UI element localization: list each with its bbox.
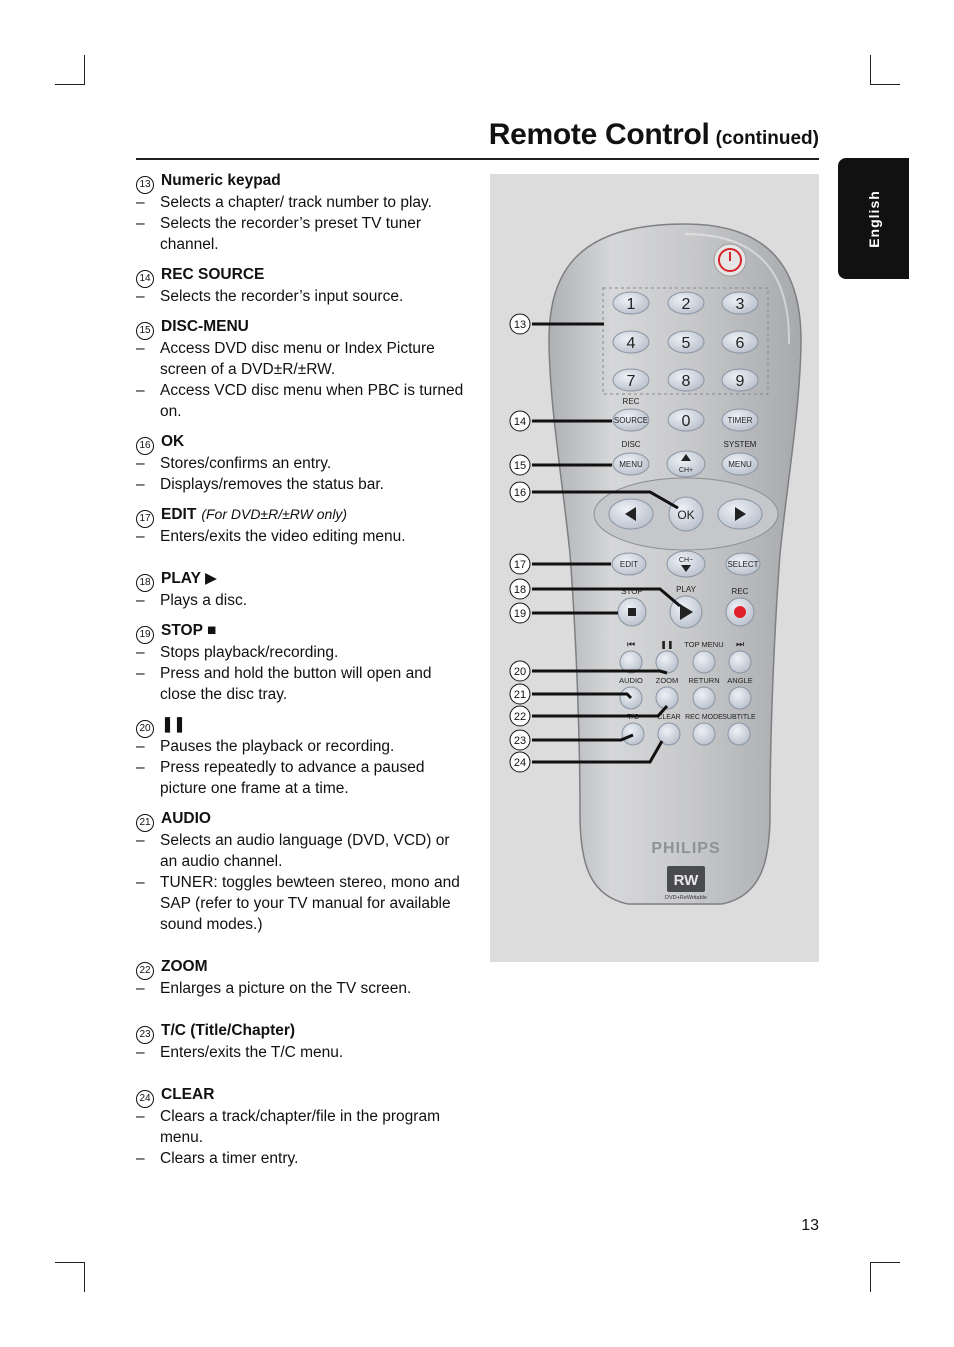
- timer-label: TIMER: [727, 416, 753, 425]
- play-label: PLAY: [676, 585, 696, 594]
- list-item: [136, 808, 471, 935]
- zoom-label: ZOOM: [655, 676, 679, 685]
- channel-up-button[interactable]: [667, 451, 705, 477]
- item-title: CLEAR: [161, 1086, 215, 1103]
- item-title: T/C (Title/Chapter): [161, 1022, 296, 1039]
- pause-icon: ❚❚: [660, 640, 674, 649]
- subtitle-label: SUBTITLE: [722, 714, 756, 721]
- item-number: 18: [136, 574, 154, 592]
- callout-20: [510, 661, 530, 681]
- rec-source-button[interactable]: [613, 409, 649, 431]
- subtitle-button[interactable]: [728, 723, 750, 745]
- bullet: – Displays/removes the status bar.: [136, 476, 384, 493]
- callout-21: [510, 684, 530, 704]
- callout-number: 22: [513, 711, 527, 723]
- digit-label: 7: [626, 373, 636, 390]
- item-title: PLAY ▶: [161, 570, 217, 587]
- bullet: – TUNER: toggles bewteen stereo, mono and SAP (refer to your TV manual for available sound modes.): [136, 874, 460, 933]
- stop-icon: [628, 608, 636, 616]
- callout-number: 17: [513, 559, 527, 571]
- crop-mark: [870, 1262, 900, 1263]
- list-item: [136, 620, 471, 705]
- bullet-text: Selects the recorder’s preset TV tuner channel.: [160, 215, 422, 253]
- stop-label: STOP: [621, 587, 643, 596]
- bullet: – Pauses the playback or recording.: [136, 738, 395, 755]
- right-button[interactable]: [718, 499, 762, 529]
- bullet-text: Press repeatedly to advance a paused picture one frame at a time.: [160, 759, 425, 797]
- edit-button[interactable]: [612, 553, 646, 575]
- item-number: 20: [136, 720, 154, 738]
- digit-label: 3: [735, 296, 745, 313]
- callout-17: [510, 554, 530, 574]
- digit-button-8[interactable]: [668, 369, 704, 391]
- ok-label: OK: [677, 508, 695, 522]
- item-number: 17: [136, 510, 154, 528]
- callout-22: [510, 706, 530, 726]
- item-title: ZOOM: [161, 958, 208, 975]
- callout-23: [510, 730, 530, 750]
- callout-13: [510, 314, 530, 334]
- rewritable-logo: [667, 866, 705, 892]
- brand-logo: PHILIPS: [651, 840, 721, 857]
- top-menu-button[interactable]: [693, 651, 715, 673]
- bullet: – Enters/exits the video editing menu.: [136, 528, 406, 545]
- title-continued: (continued): [715, 128, 819, 149]
- digit-button-0[interactable]: [668, 409, 704, 431]
- system-label: SYSTEM: [723, 440, 757, 449]
- bullet-text: Access DVD disc menu or Index Picture screen of a DVD±R/±RW.: [160, 340, 435, 378]
- title-main: Remote Control: [488, 118, 710, 151]
- bullet: – Press and hold the button will open and close the disc tray.: [136, 665, 432, 703]
- angle-label: ANGLE: [727, 676, 753, 685]
- select-button[interactable]: [726, 553, 760, 575]
- callout-number: 23: [513, 735, 527, 747]
- bullet-text: Clears a track/chapter/file in the program menu.: [160, 1108, 440, 1146]
- ch-minus-label: CH−: [678, 557, 694, 564]
- page-title: [489, 118, 819, 152]
- select-label: SELECT: [727, 560, 759, 569]
- source-label: SOURCE: [613, 416, 649, 425]
- bullet: – Stores/confirms an entry.: [136, 455, 332, 472]
- list-item: [136, 714, 471, 799]
- bullet: – Plays a disc.: [136, 592, 248, 609]
- list-item: [136, 1020, 471, 1063]
- disc-menu-button[interactable]: [613, 453, 649, 475]
- bullet: – Selects an audio language (DVD, VCD) or an audio channel.: [136, 832, 450, 870]
- bullet-text: Stops playback/recording.: [160, 644, 339, 661]
- digit-button-1[interactable]: [613, 292, 649, 314]
- list-item: [136, 956, 471, 999]
- menu-label: MENU: [728, 460, 752, 469]
- bullet: – Access DVD disc menu or Index Picture screen of a DVD±R/±RW.: [136, 340, 435, 378]
- digit-label: 1: [626, 296, 636, 313]
- list-item: [136, 316, 471, 422]
- item-number: 23: [136, 1026, 154, 1044]
- record-button[interactable]: [726, 598, 754, 626]
- rw-logo-caption: DVD+ReWritable: [665, 895, 707, 901]
- callout-number: 13: [513, 319, 527, 331]
- crop-mark: [870, 1262, 871, 1292]
- bullet-text: Enters/exits the T/C menu.: [160, 1044, 344, 1061]
- item-number: 13: [136, 176, 154, 194]
- crop-mark: [84, 55, 85, 85]
- list-item: [136, 1084, 471, 1169]
- callout-18: [510, 579, 530, 599]
- digit-button-2[interactable]: [668, 292, 704, 314]
- digit-button-4[interactable]: [613, 331, 649, 353]
- audio-label: AUDIO: [619, 676, 643, 685]
- callout-number: 15: [513, 460, 527, 472]
- callout-24: [510, 752, 530, 772]
- edit-label: EDIT: [619, 560, 639, 569]
- item-title: OK: [161, 433, 185, 450]
- previous-icon: ⏮: [626, 639, 636, 649]
- callout-15: [510, 455, 530, 475]
- bullet: – Selects the recorder’s input source.: [136, 288, 404, 305]
- list-item: [136, 431, 471, 495]
- item-number: 21: [136, 814, 154, 832]
- bullet-text: TUNER: toggles bewteen stereo, mono and SAP (refer to your TV manual for available sound modes.): [160, 874, 460, 933]
- rw-logo-text: RW: [673, 872, 699, 889]
- remote-figure: [490, 174, 819, 962]
- callout-number: 24: [513, 757, 527, 769]
- channel-down-button[interactable]: [667, 551, 705, 577]
- disc-label: DISC: [621, 440, 641, 449]
- crop-mark: [55, 84, 85, 85]
- crop-mark: [55, 1262, 85, 1263]
- bullet-text: Selects the recorder’s input source.: [160, 288, 404, 305]
- callout-number: 16: [513, 487, 527, 499]
- crop-mark: [870, 84, 900, 85]
- item-title: EDIT: [161, 506, 197, 523]
- item-title: Numeric keypad: [161, 172, 281, 189]
- item-title: AUDIO: [161, 810, 211, 827]
- item-number: 22: [136, 962, 154, 980]
- language-tab: [838, 158, 909, 279]
- bullet-text: Selects an audio language (DVD, VCD) or an audio channel.: [160, 832, 450, 870]
- rec-button-label: REC: [731, 587, 749, 596]
- return-button[interactable]: [693, 687, 715, 709]
- item-number: 24: [136, 1090, 154, 1108]
- bullet-text: Press and hold the button will open and close the disc tray.: [160, 665, 432, 703]
- digit-button-3[interactable]: [722, 292, 758, 314]
- page-number: 13: [801, 1217, 819, 1234]
- item-note: (For DVD±R/±RW only): [201, 506, 348, 522]
- rec-mode-label: REC MODE: [685, 714, 723, 721]
- bullet: – Enters/exits the T/C menu.: [136, 1044, 344, 1061]
- bullet: – Access VCD disc menu when PBC is turned on.: [136, 382, 464, 420]
- bullet: – Selects the recorder’s preset TV tuner channel.: [136, 215, 422, 253]
- next-icon: ⏭: [735, 639, 745, 649]
- bullet-text: Enlarges a picture on the TV screen.: [160, 980, 412, 997]
- ch-plus-label: CH+: [678, 467, 694, 474]
- digit-label: 5: [681, 335, 691, 352]
- bullet-text: Clears a timer entry.: [160, 1150, 299, 1167]
- bullet-text: Enters/exits the video editing menu.: [160, 528, 406, 545]
- item-number: 19: [136, 626, 154, 644]
- callout-16: [510, 482, 530, 502]
- bullet-text: Plays a disc.: [160, 592, 248, 609]
- callout-number: 14: [513, 416, 527, 428]
- callout-number: 18: [513, 584, 527, 596]
- callout-number: 21: [513, 689, 527, 701]
- digit-label: 9: [735, 373, 745, 390]
- bullet: – Selects a chapter/ track number to play.: [136, 194, 432, 211]
- bullet: – Clears a timer entry.: [136, 1150, 299, 1167]
- rec-label: REC: [622, 397, 640, 406]
- digit-label: 2: [681, 296, 691, 313]
- page-header: [136, 112, 819, 160]
- bullet-text: Selects a chapter/ track number to play.: [160, 194, 432, 211]
- tc-label: T/C: [626, 712, 640, 721]
- item-number: 16: [136, 437, 154, 455]
- callout-19: [510, 603, 530, 623]
- callout-numbers: [510, 314, 530, 772]
- bullet: – Stops playback/recording.: [136, 644, 339, 661]
- bullet: – Enlarges a picture on the TV screen.: [136, 980, 412, 997]
- item-title: ❚❚: [161, 716, 185, 733]
- item-number: 15: [136, 322, 154, 340]
- tc-button[interactable]: [622, 723, 644, 745]
- list-item: [136, 504, 471, 547]
- rec-mode-button[interactable]: [693, 723, 715, 745]
- language-tab-label: English: [865, 189, 882, 248]
- bullet: – Press repeatedly to advance a paused picture one frame at a time.: [136, 759, 425, 797]
- record-icon: [734, 606, 746, 618]
- digit-label: 4: [626, 335, 636, 352]
- feature-list: [136, 170, 471, 1178]
- angle-button[interactable]: [729, 687, 751, 709]
- system-menu-button[interactable]: [722, 453, 758, 475]
- return-label: RETURN: [688, 676, 720, 685]
- crop-mark: [870, 55, 871, 85]
- ok-button[interactable]: [669, 497, 703, 531]
- left-button[interactable]: [609, 499, 653, 529]
- list-item: [136, 568, 471, 611]
- item-number: 14: [136, 270, 154, 288]
- bullet-text: Pauses the playback or recording.: [160, 738, 395, 755]
- digit-button-5[interactable]: [668, 331, 704, 353]
- timer-button[interactable]: [722, 409, 758, 431]
- remote-illustration: [490, 174, 819, 962]
- callout-14: [510, 411, 530, 431]
- menu-label: MENU: [619, 460, 643, 469]
- item-title: DISC-MENU: [161, 318, 249, 335]
- clear-label: CLEAR: [657, 714, 681, 721]
- list-item: [136, 170, 471, 255]
- zoom-button[interactable]: [656, 687, 678, 709]
- bullet: – Clears a track/chapter/file in the program menu.: [136, 1108, 440, 1146]
- callout-number: 19: [513, 608, 527, 620]
- stop-button[interactable]: [618, 598, 646, 626]
- power-button[interactable]: [714, 244, 746, 276]
- bullet-text: Displays/removes the status bar.: [160, 476, 384, 493]
- list-item: [136, 264, 471, 307]
- next-button[interactable]: [729, 651, 751, 673]
- bullet-text: Stores/confirms an entry.: [160, 455, 332, 472]
- item-title: REC SOURCE: [161, 266, 265, 283]
- digit-button-9[interactable]: [722, 369, 758, 391]
- callout-number: 20: [513, 666, 527, 678]
- digit-button-7[interactable]: [613, 369, 649, 391]
- digit-button-6[interactable]: [722, 331, 758, 353]
- item-title: STOP ■: [161, 622, 217, 639]
- bullet-text: Access VCD disc menu when PBC is turned on.: [160, 382, 464, 420]
- digit-label: 0: [681, 413, 691, 430]
- digit-label: 8: [681, 373, 691, 390]
- crop-mark: [84, 1262, 85, 1292]
- digit-label: 6: [735, 335, 745, 352]
- top-menu-label: TOP MENU: [684, 640, 724, 649]
